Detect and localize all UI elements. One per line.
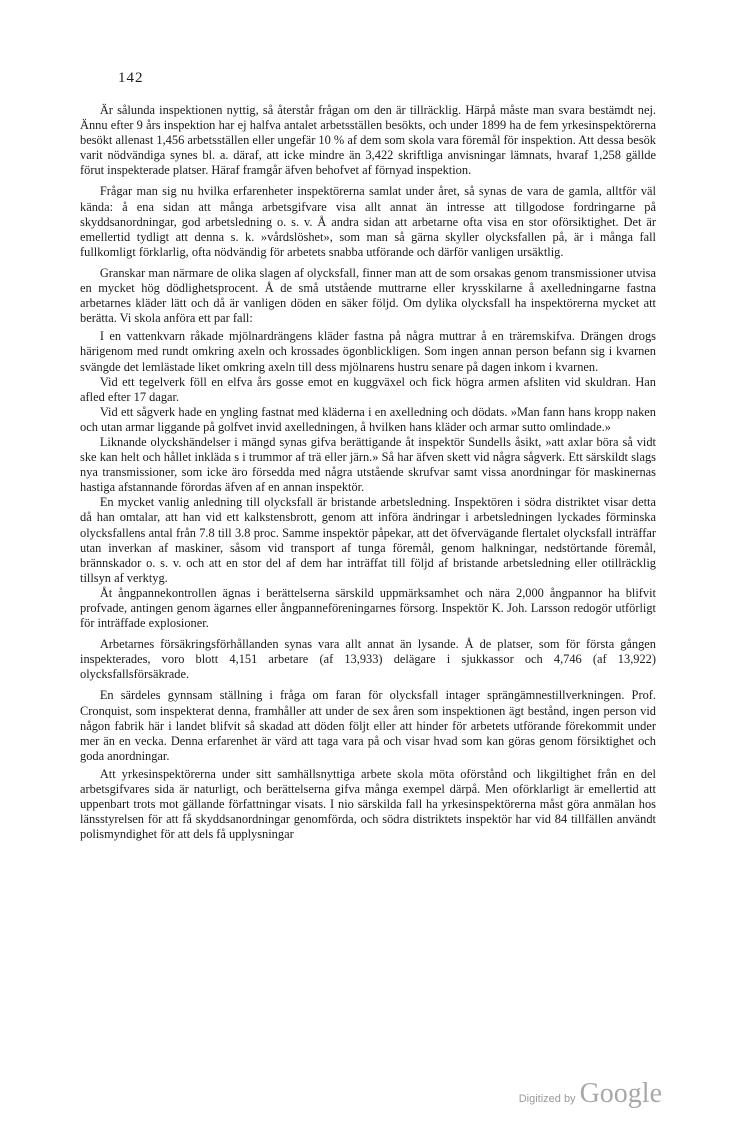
paragraph: Liknande olyckshändelser i mängd synas gifva berättigande åt inspektör Sundells åsikt, »att axlar böra så vidt ske kan helt och hållet inkläda s i trummor af trä eller järn.» Så har äfven skett vid några sågverk. Ett särskildt slags nya transmissioner, som icke äro försedda med några utstående skrufvar samt vissa anordningar för maskinernas hastiga afstannande förordas äfven af en annan inspektör. (80, 434, 656, 495)
watermark-prefix: Digitized by (518, 1093, 576, 1105)
paragraph: Vid ett tegelverk föll en elfva års gosse emot en kuggväxel och fick högra armen afsliten vid skuldran. Han afled efter 17 dagar. (80, 374, 656, 404)
paragraph: Åt ångpannekontrollen ägnas i berättelserna särskild uppmärksamhet och nära 2,000 ångpannor ha blifvit profvade, antingen genom ägarnes eller ångpanneföreningarnes försorg. Inspektör K. Joh. Larsson redogör utförligt för inträffade explosioner. (80, 585, 656, 631)
paragraph: Att yrkesinspektörerna under sitt samhällsnyttiga arbete skola möta oförstånd och likgiltighet från en del arbetsgifvares sida är naturligt, och berättelserna gifva många exempel därpå. Men oförklarligt är emellertid att uppenbart trots mot gällande författningar visats. I nio särskilda fall ha yrkesinspektörerna måst göra anmälan hos länsstyrelsen för att få skyddsanordningar genomförda, och södra distriktets inspektör har vid 84 tillfällen användt polismyndighet för att dels få upplysningar (80, 766, 656, 842)
paragraph: En särdeles gynnsam ställning i fråga om faran för olycksfall intager sprängämnestillverkningen. Prof. Cronquist, som inspekterat denna, framhåller att under de sex åren som inspektionen ägt bestånd, ingen person vid någon fabrik här i landet blifvit så skadad att döden följt eller att hinder för arbetets utförande förekommit under mer än en vecka. Denna erfarenhet är värd att taga vara på och visar hvad som kan göras genom försiktighet och goda anordningar. (80, 688, 656, 763)
digitized-watermark (519, 1078, 662, 1110)
paragraph: Frågar man sig nu hvilka erfarenheter inspektörerna samlat under året, så synas de vara de gamla, alltför väl kända: å ena sidan att många arbetsgifvare visa allt annat än intresse att tillgodose fordringarne på skyddsanordningar, god arbetsledning o. s. v. Å andra sidan att arbetarne ofta visa en stor oförsiktighet. Det är emellertid tydligt att denna s. k. »vårdslöshet», som man så gärna skyller olycksfallen på, är i många fall fullkomligt förklarlig, ofta nödvändig för arbetets snabba utförande och därför vanligen ursäktlig. (80, 184, 656, 259)
page-number: 142 (118, 70, 144, 86)
paragraph: Vid ett sågverk hade en yngling fastnat med kläderna i en axelledning och dödats. »Man fann hans kropp naken och utan armar liggande på golfvet invid axelledningen, å hvilken hans kläder och armar sutto omlindade.» (80, 404, 656, 434)
paragraph: Arbetarnes försäkringsförhållanden synas vara allt annat än lysande. Å de platser, som för första gången inspekterades, voro blott 4,151 arbetare (af 13,933) delägare i sjukkassor och 4,746 (af 13,922) olycksfallsförsäkrade. (80, 637, 656, 682)
google-logo: Google (579, 1078, 662, 1109)
paragraph: I en vattenkvarn råkade mjölnardrängens kläder fastna på några muttrar å en träremskifva. Drängen drogs härigenom med rundt omkring axeln och krossades ögonblickligen. Som ingen annan person befann sig i kvarnen svängde det lemlästade liket omkring axeln till dess mjölnarens hustru senare på dagen inkom i kvarnen. (80, 329, 656, 374)
paragraph: Granskar man närmare de olika slagen af olycksfall, finner man att de som orsakas genom transmissioner utvisa en mycket hög dödlighetsprocent. Å de små utstående muttrarne eller krysskilarne å axelledningarne fastna arbetarnes kläder lätt och då är vanligen döden en säker följd. Om dylika olycksfall ha inspektörerna mycket att berätta. Vi skola anföra ett par fall: (80, 265, 656, 326)
paragraph: Är sålunda inspektionen nyttig, så återstår frågan om den är tillräcklig. Härpå måste man svara bestämdt nej. Ännu efter 9 års inspektion har ej halfva antalet arbetsställen besökts, och under 1899 ha de fem yrkesinspektörerna besökt allenast 1,456 arbetsställen eller ungefär 10 % af dem som skola vara föremål för inspektion. Att dessa besök varit nödvändiga synes bl. a. däraf, att icke mindre än 3,422 skriftliga anvisningar lämnats, hvaraf 1,258 gällde förut inspekterade platser. Häraf framgår äfven behofvet af förnyad inspektion. (80, 103, 657, 178)
paragraph: En mycket vanlig anledning till olycksfall är bristande arbetsledning. Inspektören i södra distriktet visar detta då han omtalar, att han vid ett kalkstensbrott, genom att införa ändringar i arbetsledningen lyckades förminska olycksfallens antal från 7.8 till 3.8 proc. Samme inspektör påpekar, att det öfvervägande flertalet olycksfall inträffar utan inverkan af maskiner, såsom vid transport af tunga föremål, genom halkningar, nedstörtande föremål, brännskador o. s. v. och att en stor del af dem har inträffat till följd af bristande arbetsledning eller otillräcklig tillsyn af verktyg. (80, 495, 656, 585)
body-text (80, 103, 656, 842)
